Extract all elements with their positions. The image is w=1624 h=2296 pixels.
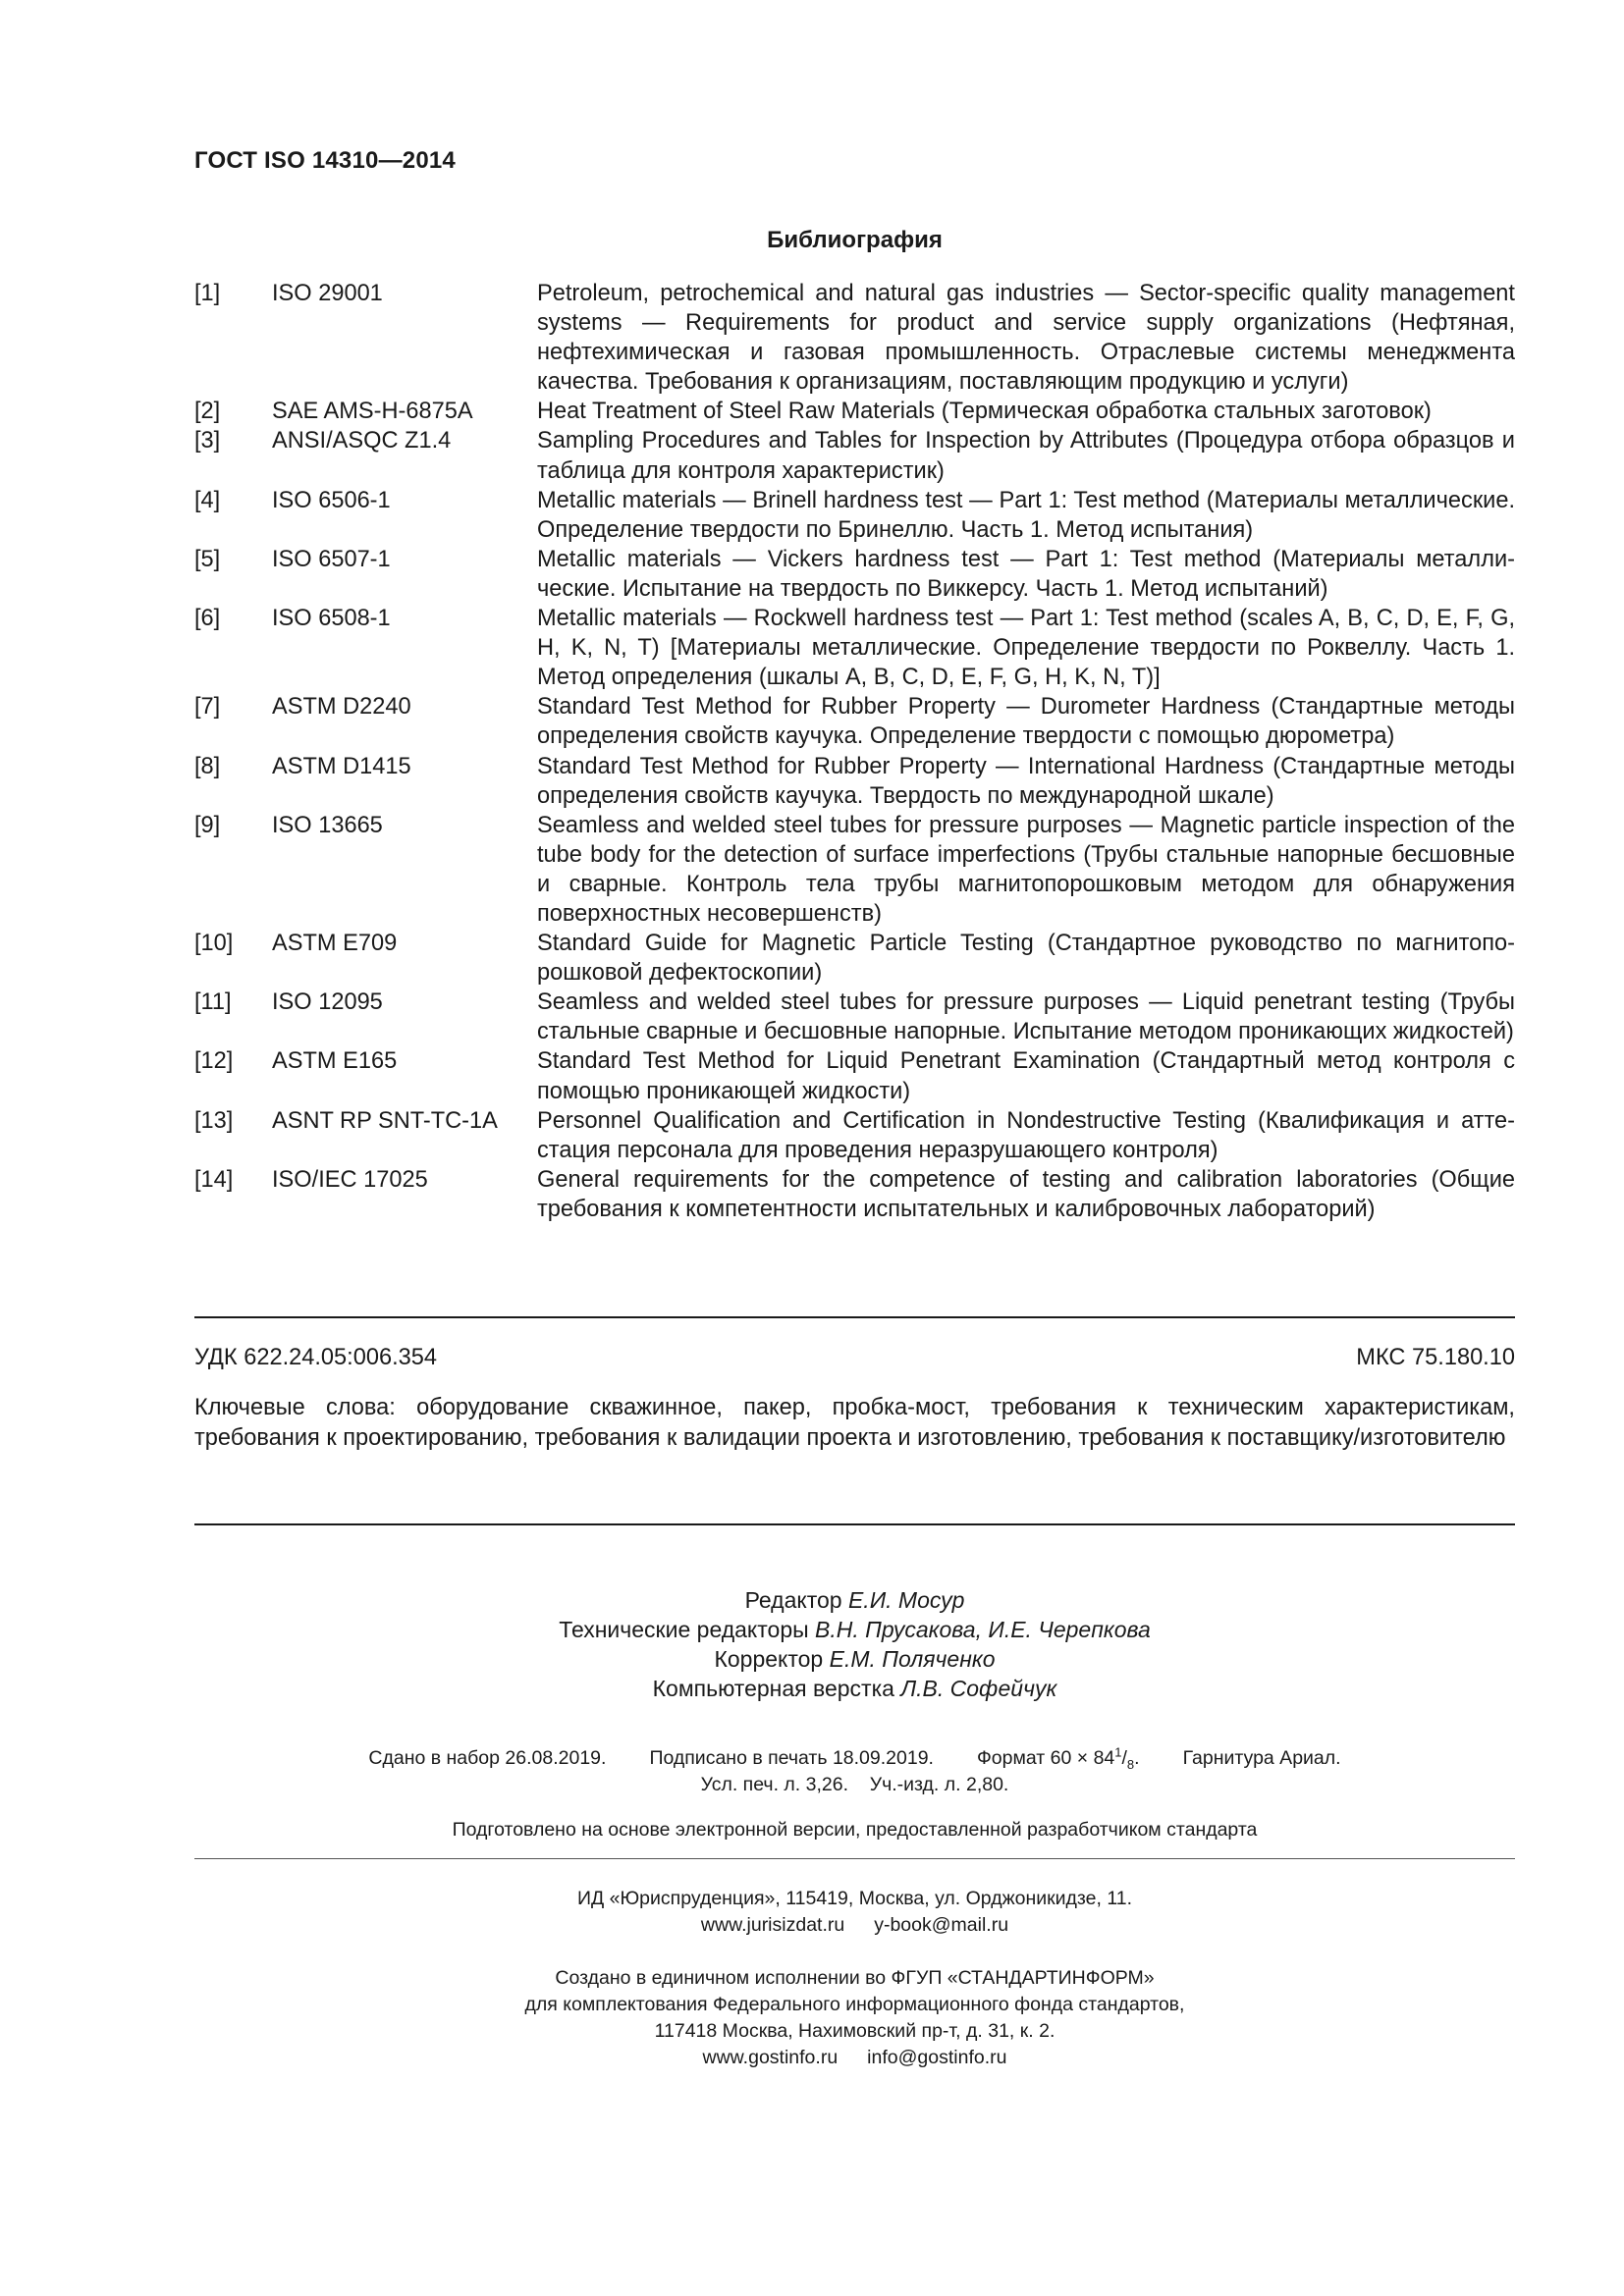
bibliography-item-text: Sampling Procedures and Tables for Inspection by Attributes (Процедура отбора образцов и таблица для контроля характеристик) [537, 428, 1515, 484]
credit-line [194, 1644, 1515, 1674]
udk-code: УДК 622.24.05:006.354 [194, 1345, 438, 1370]
publisher-block [194, 1886, 1515, 1939]
signed-date: Подписано в печать 18.09.2019. [649, 1747, 934, 1769]
credit-names: Е.М. Поляченко [829, 1646, 996, 1672]
bibliography-item-text: Standard Guide for Magnetic Particle Testing (Стандартное руководство по магнитопорошковой дефектоскопии) [537, 931, 1515, 987]
created-line-1: Создано в единичном исполнении во ФГУП «СТАНДАРТИНФОРМ» [555, 1967, 1155, 1989]
bibliography-item [194, 811, 1515, 929]
mks-code: МКС 75.180.10 [1356, 1345, 1515, 1370]
credit-role: Компьютерная верстка [652, 1676, 894, 1701]
publisher-sheets: Уч.-изд. л. 2,80. [869, 1774, 1009, 1795]
bibliography-list [194, 279, 1515, 1224]
created-line-2: для комплектования Федерального информационного фонда стандартов, [524, 1994, 1185, 2015]
bibliography-item [194, 279, 1515, 397]
bibliography-item-code: ISO 12095 [272, 989, 383, 1016]
bibliography-item-code: ISO 13665 [272, 812, 383, 838]
bibliography-item-text: Seamless and welded steel tubes for pressure purposes — Liquid penetrant testing (Трубы стальные сварные и бесшовные напорные. Испытание методом проникающих жидкостей) [537, 989, 1515, 1045]
bibliography-item-number: [14] [194, 1166, 234, 1193]
bibliography-item-code: ISO 6507-1 [272, 546, 391, 572]
credit-role: Корректор [714, 1646, 824, 1672]
bibliography-item [194, 692, 1515, 751]
bibliography-item-number: [3] [194, 428, 221, 454]
sent-date: Сдано в набор 26.08.2019. [368, 1747, 607, 1769]
bibliography-item-code: ASNT RP SNT-TC-1A [272, 1107, 498, 1134]
credit-role: Редактор [744, 1587, 842, 1613]
format-suffix: . [1134, 1747, 1140, 1769]
imprint-divider [194, 1858, 1515, 1859]
bibliography-item-number: [7] [194, 694, 221, 721]
bibliography-item-number: [5] [194, 546, 221, 572]
bibliography-item-text: Standard Test Method for Rubber Property — International Hardness (Стандартные методы определения свойств каучука. Твердость по международной шкале) [537, 753, 1515, 809]
imprint-line-2 [194, 1772, 1515, 1798]
credit-line [194, 1615, 1515, 1644]
section-divider-top [194, 1316, 1515, 1318]
bibliography-item-number: [11] [194, 989, 232, 1016]
credit-names: В.Н. Прусакова, И.Е. Черепкова [815, 1617, 1151, 1642]
prepared-note: Подготовлено на основе электронной версии, предоставленной разработчиком стандарта [452, 1819, 1258, 1841]
bibliography-item-code: ASTM D1415 [272, 753, 411, 779]
bibliography-item [194, 929, 1515, 988]
publisher-site-link[interactable]: www.jurisizdat.ru [700, 1914, 845, 1936]
publisher-email-link[interactable]: y-book@mail.ru [874, 1914, 1009, 1936]
bibliography-item-code: ANSI/ASQC Z1.4 [272, 428, 452, 454]
bibliography-item-number: [1] [194, 281, 221, 306]
bibliography-item-text: Seamless and welded steel tubes for pressure purposes — Magnetic particle inspection of the tube body for the detection of surface imperfections (Трубы стальные напорные бесшовные и сварные. Контроль тела трубы магнитопорошковым методом для обнаружения поверхностных несовершенств) [537, 812, 1515, 927]
bibliography-item-number: [8] [194, 753, 221, 779]
format-sub: 8 [1126, 1756, 1135, 1772]
bibliography-item [194, 426, 1515, 485]
bibliography-item-text: Standard Test Method for Rubber Property — Durometer Hardness (Стандартные методы определения свойств каучука. Определение твердости с помощью дюрометра) [537, 694, 1515, 750]
bibliography-item [194, 988, 1515, 1046]
gostinfo-email-link[interactable]: info@gostinfo.ru [867, 2047, 1007, 2068]
bibliography-title: Библиография [767, 227, 943, 253]
bibliography-item-code: ASTM E709 [272, 931, 398, 957]
bibliography-item-text: Metallic materials — Vickers hardness test — Part 1: Test method (Материалы металлические. Испытание на твердость по Виккерсу. Часть 1. Метод испытаний) [537, 546, 1515, 602]
credit-names: Л.В. Софейчук [900, 1676, 1057, 1701]
paper-format [977, 1745, 1140, 1772]
credits-block [194, 1585, 1515, 1703]
created-block [194, 1965, 1515, 2071]
bibliography-item-code: ASTM D2240 [272, 694, 411, 721]
bibliography-item-text: Petroleum, petrochemical and natural gas industries — Sector-specific quality management systems — Requirements for product and service supply organizations (Нефтяная, нефтехимическая и газовая промышленность. Отраслевые системы менеджмента качества. Требования к организациям, поставляющим продукцию и услуги) [537, 281, 1515, 396]
section-divider-bottom [194, 1523, 1515, 1525]
bibliography-item-number: [9] [194, 812, 221, 838]
bibliography-item-code: ISO/IEC 17025 [272, 1166, 428, 1193]
bibliography-item [194, 545, 1515, 604]
bibliography-item-text: General requirements for the competence of testing and calibration laboratories (Общие требования к компетентности испытательных и калибровочных лабораторий) [537, 1166, 1515, 1222]
bibliography-item-number: [4] [194, 487, 221, 513]
format-sup: 1 [1114, 1744, 1122, 1760]
bibliography-item-text: Personnel Qualification and Certification in Nondestructive Testing (Квалификация и аттестация персонала для проведения неразрушающего контроля) [537, 1107, 1515, 1163]
font-family-note: Гарнитура Ариал. [1182, 1747, 1341, 1769]
print-sheets: Усл. печ. л. 3,26. [700, 1774, 849, 1795]
bibliography-item [194, 752, 1515, 811]
bibliography-item [194, 1165, 1515, 1224]
bibliography-item [194, 604, 1515, 692]
bibliography-item-number: [10] [194, 931, 234, 957]
bibliography-item [194, 1046, 1515, 1105]
bibliography-item-text: Standard Test Method for Liquid Penetrant Examination (Стандартный метод контроля с помощью проникающей жидкости) [537, 1048, 1515, 1104]
credit-names: Е.И. Мосур [847, 1587, 965, 1613]
bibliography-item [194, 397, 1515, 426]
bibliography-item-text: Metallic materials — Brinell hardness test — Part 1: Test method (Материалы металлические. Определение твердости по Бринеллю. Часть 1. Метод испытания) [537, 487, 1515, 543]
credit-role: Технические редакторы [559, 1617, 809, 1642]
imprint-block [194, 1745, 1515, 1798]
credit-line [194, 1585, 1515, 1615]
bibliography-item [194, 1106, 1515, 1165]
bibliography-item-code: ISO 29001 [272, 281, 383, 306]
bibliography-item-code: SAE AMS-H-6875A [272, 399, 473, 425]
bibliography-item-number: [13] [194, 1107, 234, 1134]
bibliography-item-number: [6] [194, 606, 221, 632]
bibliography-item-code: ISO 6506-1 [272, 487, 391, 513]
format-slash: / [1121, 1747, 1127, 1769]
keywords-paragraph: Ключевые слова: оборудование скважинное, пакер, пробка-мост, требования к техническим характеристикам, требования к проектированию, требования к валидации проекта и изготовлению, требования к поставщику/изготовителю [194, 1395, 1515, 1451]
bibliography-item-number: [12] [194, 1048, 234, 1075]
gostinfo-site-link[interactable]: www.gostinfo.ru [702, 2047, 839, 2068]
bibliography-item [194, 486, 1515, 545]
credit-line [194, 1674, 1515, 1703]
bibliography-item-code: ASTM E165 [272, 1048, 398, 1075]
standard-id-header: ГОСТ ISO 14310—2014 [194, 147, 456, 174]
classification-row [194, 1345, 1515, 1371]
created-contacts [194, 2045, 1515, 2071]
publisher-contacts [194, 1912, 1515, 1939]
bibliography-item-text: Heat Treatment of Steel Raw Materials (Термическая обработка стальных заготовок) [537, 399, 1432, 425]
imprint-line-1 [194, 1745, 1515, 1772]
format-prefix: Формат 60 × 84 [976, 1747, 1115, 1769]
bibliography-item-number: [2] [194, 399, 221, 425]
created-line-3: 117418 Москва, Нахимовский пр-т, д. 31, к. 2. [654, 2020, 1056, 2042]
publisher-address: ИД «Юриспруденция», 115419, Москва, ул. Орджоникидзе, 11. [576, 1888, 1132, 1909]
bibliography-item-code: ISO 6508-1 [272, 606, 391, 632]
bibliography-item-text: Metallic materials — Rockwell hardness test — Part 1: Test method (scales A, B, C, D, E, F, G, H, K, N, T) [Материалы металлические. Определение твердости по Роквеллу. Часть 1. Метод определения (шкалы A, B, C, D, E, F, G, H, K, N, T)] [537, 606, 1515, 691]
